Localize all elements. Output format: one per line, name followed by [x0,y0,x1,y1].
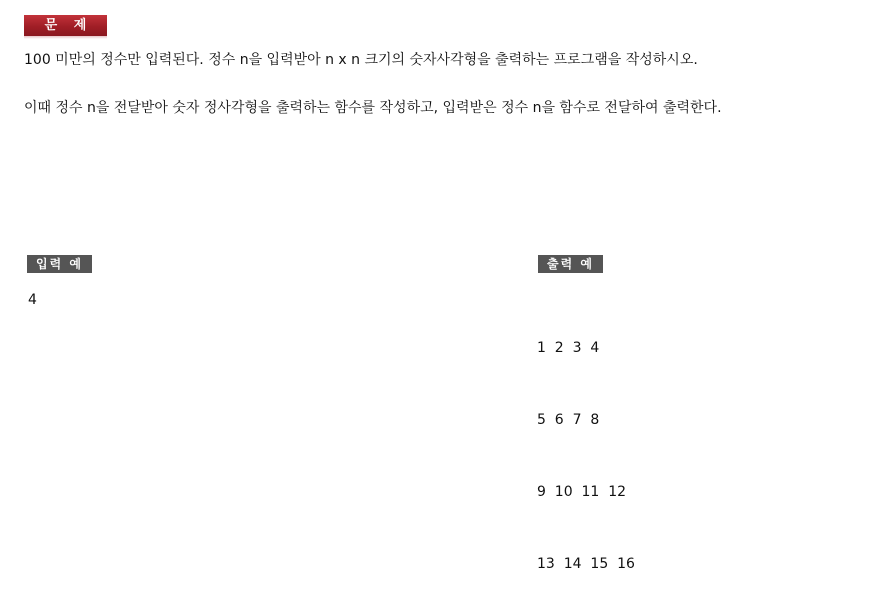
problem-description-line-2: 이때 정수 n을 전달받아 숫자 정사각형을 출력하는 함수를 작성하고, 입력받은 정수 n을 함수로 전달하여 출력한다. [24,100,722,116]
input-example-value: 4 [28,292,37,308]
output-example-line: 13 14 15 16 [537,556,635,572]
output-example-line: 9 10 11 12 [537,484,627,500]
output-example-badge: 출력 예 [538,255,603,273]
problem-description-line-1: 100 미만의 정수만 입력된다. 정수 n을 입력받아 n x n 크기의 숫자사각형을 출력하는 프로그램을 작성하시오. [24,52,698,68]
output-example-line: 5 6 7 8 [537,412,600,428]
output-example-block [537,288,635,600]
input-example-badge: 입력 예 [27,255,92,273]
output-example-line: 1 2 3 4 [537,340,600,356]
problem-badge: 문 제 [24,15,107,36]
